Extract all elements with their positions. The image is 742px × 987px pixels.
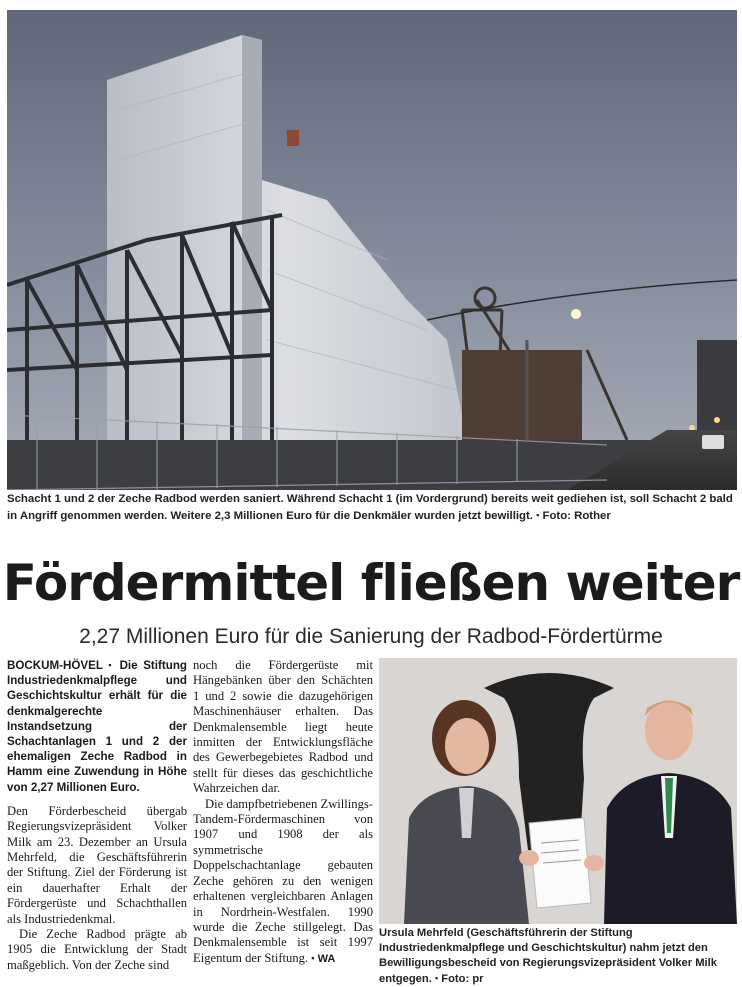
handover-photo (379, 658, 737, 924)
lead-text: Die Stiftung Industriedenkmalpflege und Geschichtskultur erhält für die denkmalgerechte Instandsetzung der Schachtanlagen 1 und 2 der ehemaligen Zeche Radbod in Hamm eine Zuwendung in Höhe von 2,27 Millionen Euro. (7, 659, 187, 794)
article-column-2 (193, 658, 373, 967)
paragraph-3 (193, 797, 373, 967)
bullet-icon: ▪ (536, 509, 540, 520)
author-signature: WA (317, 952, 336, 965)
dateline: BOCKUM-HÖVEL (7, 659, 103, 672)
portrait-caption (379, 926, 737, 987)
bullet-icon: ▪ (434, 973, 439, 983)
portrait-caption-text: Ursula Mehrfeld (Geschäftsführerin der Stiftung Industriedenkmalpflege und Geschichtskultur) nahm jetzt den Bewilligungsbescheid von Regierungsvizepräsident Volker Milk entgegen. (379, 927, 717, 985)
paragraph-2-continued: noch die Fördergerüste mit Hängebänken über den Schächten 1 und 2 sowie die dazugehörigen Maschinenhäuser erhalten. Das Denkmalensemble liegt heute inmitten der Entwicklungsfläche des Gewerbegebietes Radbod und stellt für dieses das geschichtliche Wahrzeichen dar. (193, 658, 373, 796)
mine-towers-photo (7, 10, 737, 490)
photo-caption (7, 492, 737, 524)
portrait-credit: Foto: pr (441, 973, 484, 985)
subheadline: 2,27 Millionen Euro für die Sanierung der Radbod-Fördertürme (79, 625, 663, 648)
photo-caption-text: Schacht 1 und 2 der Zeche Radbod werden saniert. Während Schacht 1 (im Vordergrund) bereits weit gediehen ist, soll Schacht 2 bald in Angriff genommen werden. Weitere 2,3 Millionen Euro für die Denkmäler wurden jetzt bewilligt. (7, 493, 733, 522)
paragraph-3-text: Die dampfbetriebenen Zwillings-Tandem-Fördermaschinen von 1907 und 1908 der als symmetrische Doppelschachtanlage gebauten Zeche gehören zu den wenigen erhaltenen vergleichbaren Anlagen in Nordrhein-Westfalen. 1990 wurde die Zeche stillgelegt. Das Denkmalensemble ist seit 1997 Eigentum der Stiftung. (193, 796, 373, 965)
article-lead (7, 658, 187, 795)
bullet-icon: ▪ (108, 660, 114, 670)
paragraph-1: Den Förderbescheid übergab Regierungsvizepräsident Volker Milk am 23. Dezember an Ursula Mehrfeld, die Geschäftsführerin der Stiftung. Ziel der Förderung ist ein dauerhafter Erhalt der Fördergerüste und Schachthallen als Industriedenkmal. (7, 803, 187, 926)
headline: Fördermittel fließen weiter (2, 554, 740, 612)
paragraph-2-start: Die Zeche Radbod prägte ab 1905 die Entwicklung der Stadt maßgeblich. Von der Zeche sind (7, 927, 187, 972)
article-column-1 (7, 658, 187, 973)
bullet-icon: ▪ (311, 952, 315, 963)
photo-credit: Foto: Rother (542, 509, 611, 522)
